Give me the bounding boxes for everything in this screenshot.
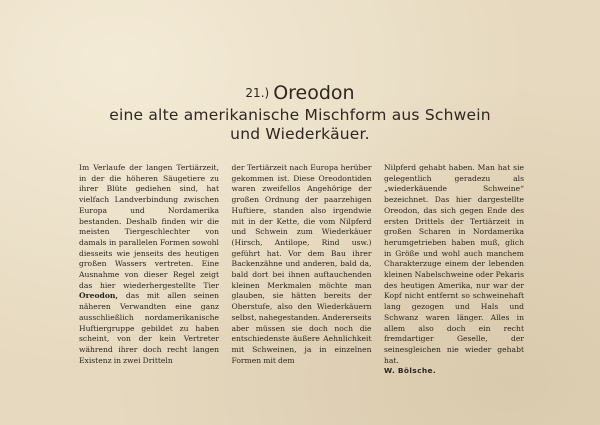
paragraph-3: Nilpferd gehabt haben. Man hat sie gelegentlich geradezu als „wiederkäuende Schweine“ bezeichnet. Das hier dargestellte Oreodon, das sich gegen Ende des ersten Drittels der Tertiärzeit in großen Scharen in Nordamerika herumgetrieben haben muß, glich in Größe und wohl auch manchem Charakterzuge einem der lebenden kleinen Nabelschweine oder Pekaris des heutigen Amerika, nur war der Kopf nicht entfernt so schweinehaft lang gezogen und Hals und Schwanz waren länger. Alles in allem also doch ein recht fremdartiger Geselle, der seinesgleichen nie wieder gehabt hat. <box>384 163 524 365</box>
plate-number: 21.) <box>245 86 270 100</box>
subtitle-line-1: eine alte amerikanische Mischform aus Schwein <box>109 105 491 124</box>
paragraph-1 <box>79 163 219 366</box>
title-block <box>0 82 600 145</box>
paragraph-2: der Tertiärzeit nach Europa herüber gekommen ist. Diese Oreodontiden waren zweifellos Angehörige der großen Ordnung der paarzehigen Huftiere, standen also irgendwie mit in der Kette, die vom Nilpferd und Schwein zum Wiederkäuer (Hirsch, Antilope, Rind usw.) geführt hat. Vor dem Bau ihrer Backenzähne und anderen, bald da, bald dort bei ihnen auftauchenden kleinen Merkmalen möchte man glauben, sie hätten bereits der Oberstufe, also den Wiederkäuern selbst, nahegestanden. Andererseits aber müssen sie doch noch die entschiedenste äußere Aehnlichkeit mit Schweinen, ja in einzelnen Formen mit dem <box>231 163 372 365</box>
title-name: Oreodon <box>273 82 355 104</box>
text-columns <box>79 163 524 377</box>
author-signature: W. Bölsche. <box>384 366 437 376</box>
subtitle-line-2: und Wiederkäuer. <box>230 125 370 144</box>
col1-text-a: Im Verlaufe der langen Tertiärzeit, in der die höheren Säugetiere zu ihrer Blüte gediehen sind, hat vielfach Landverbindung zwischen Europa und Nordamerika bestanden. Deshalb finden wir die meisten Tiergeschlechter von damals in parallelen Formen sowohl diesseits wie jenseits des heutigen großen Wassers vertreten. Eine Ausnahme von dieser Regel zeigt das hier wiederhergestellte Tier <box>79 163 219 290</box>
col1-bold-name: Oreodon, <box>79 291 119 301</box>
title-main <box>0 82 600 106</box>
text-column-1 <box>79 163 219 377</box>
text-column-2 <box>232 163 372 377</box>
text-column-3 <box>384 163 524 377</box>
col1-text-b: das mit allen seinen näheren Verwandten eine ganz ausschließlich nordamerikanische Huftiergruppe gebildet zu haben scheint, von der kein Vertreter während ihrer doch recht langen Existenz in zwei Dritteln <box>79 291 219 365</box>
